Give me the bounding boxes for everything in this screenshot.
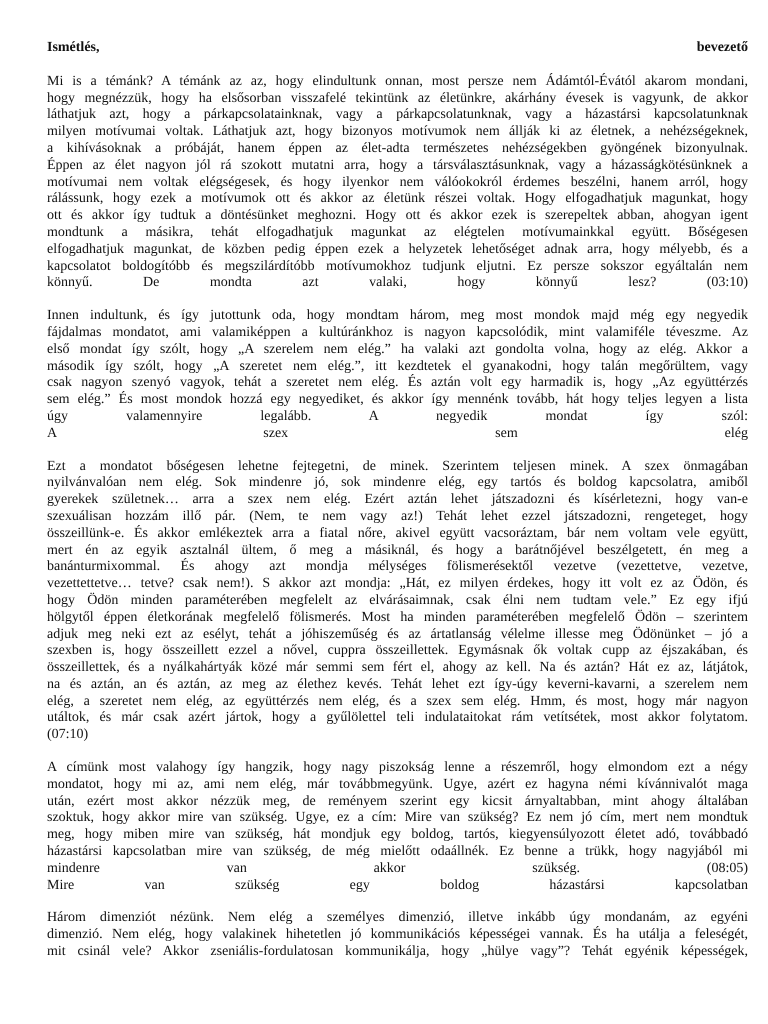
text-line: utáltok, és már csak azért jártok, hogy a gyűlölettel teli indulataitokat rám vetítsétek, most akkor folytatom. xyxy=(47,710,748,726)
text-line: hogy megnézzük, hogy ha elsősorban visszafelé tekintünk az életünkre, akárhány évesek is vagyunk, de akkor xyxy=(47,90,748,106)
text-line: rálássunk, hogy ezek a motívumok ott és akkor az életünk részei voltak. Hogy elfogadhatjuk magunkat, hogy xyxy=(47,191,748,207)
text-line: úgy valamennyire legalább. A negyedik mondat így szól: xyxy=(47,408,748,424)
text-line: Innen indultunk, és így jutottunk oda, hogy mondtam három, meg most mondok majd még egy negyedik xyxy=(47,308,748,324)
text-line: mert én az egyik asztalnál ültem, ő meg a másiknál, és hogy a barátnőjével beszélgetett, én meg a xyxy=(47,542,748,558)
text-line: fájdalmas mondatot, ami valamiképpen a kultúránkhoz is nagyon kapcsolódik, mint valamiféle téveszme. Az xyxy=(47,324,748,340)
paragraph xyxy=(47,910,748,960)
document-heading xyxy=(47,40,748,57)
text-line: házastársi kapcsolatban mire van szükség, de még mielőtt odaállnék. Ez benne a trükk, hogy nagyjából mi xyxy=(47,844,748,860)
text-line: után, ezért most akkor nézzük meg, de reményem szerint egy kicsit árnyaltabban, mint ahogy általában xyxy=(47,793,748,809)
text-line: Ezt a mondatot bőségesen lehetne fejtegetni, de minek. Szerintem teljesen minek. A szex önmagában xyxy=(47,458,748,474)
text-line: Mire van szükség egy boldog házastársi kapcsolatban xyxy=(47,877,748,893)
text-line: elég, a szeretet nem elég, az együttérzés nem elég, és a szex sem elég. Hmm, és most, hogy már nagyon xyxy=(47,693,748,709)
text-line: dimenzió. Nem elég, hogy valakinek hihetetlen jó kommunikációs képességei vannak. És ha utálja a feleségét, xyxy=(47,927,748,943)
text-line: Három dimenziót nézünk. Nem elég a személyes dimenzió, illetve inkább úgy mondanám, az egyéni xyxy=(47,910,748,926)
text-line: szexuálisan hozzám illő pár. (Nem, te nem vagy az!) Tehát lehet ezzel játszadozni, rengeteget, hogy xyxy=(47,508,748,524)
text-line: hölgytől éppen életkorának megfelelő fölismerés. Most ha minden paraméterében megfelelő Ödön – szerintem xyxy=(47,609,748,625)
text-line: mit csinál vele? Akkor zseniális-fordulatosan kommunikálja, hogy „hülye vagy”? Tehát egyénik képességek, xyxy=(47,944,748,960)
text-line: csak nagyon szenyó vagyok, tehát a szeretet nem elég. És aztán volt egy harmadik is, hogy „Az együttérzés xyxy=(47,375,748,391)
paragraph xyxy=(47,459,748,745)
text-line: második így szólt, hogy „A szeretet nem elég.”, itt kezdtetek el gyanakodni, hogy talán megőrültem, vagy xyxy=(47,358,748,374)
text-line: összeillettek, és a nyálkahártyák közé már semmi sem fért el, ahogy az kell. Na és aztán? Hát ez az, látjátok, xyxy=(47,660,748,676)
text-line: adjuk meg neki ezt az esélyt, tehát a jóhiszeműség és az ártatlanság vélelme illesse meg Ödönünket – jó a xyxy=(47,626,748,642)
text-line: A címünk most valahogy így hangzik, hogy nagy piszokság lenne a részemről, hogy elmondom ezt a négy xyxy=(47,760,748,776)
text-line: kapcsolatot boldogítóbb és megszilárdítóbb motívumokhoz tudjunk eljutni. Ez persze sokszor egyáltalán nem xyxy=(47,258,748,274)
paragraph xyxy=(47,308,748,442)
text-line: szoktuk, hogy akkor mire van szükség. Ugye, ez a cím: Mire van szükség? Ez nem jó cím, mert nem mondtuk xyxy=(47,810,748,826)
text-line: na és aztán, an és aztán, az meg az élethez kevés. Tehát lehet ezt így-úgy keverni-kavarni, a szerelem nem xyxy=(47,676,748,692)
text-line: milyen motívumai voltak. Láthatjuk azt, hogy bizonyos motívumok nem állják ki az életnek, a nehézségeknek, xyxy=(47,124,748,140)
heading-right: bevezető xyxy=(696,40,748,55)
text-line: mindenre van akkor szükség. (08:05) xyxy=(47,860,748,876)
document-body xyxy=(47,74,748,961)
text-line: A szex sem elég xyxy=(47,425,748,441)
text-line: nyilvánvalóan nem elég. Sok mindenre jó, sok mindenre elég, egy tartós és boldog kapcsolatra, amiből xyxy=(47,475,748,491)
text-line: könnyű. De mondta azt valaki, hogy könnyű lesz? (03:10) xyxy=(47,275,748,291)
text-line: vezettettetve… tetve? csak nem!). S akkor azt mondja: „Hát, ez milyen érdekes, hogy itt volt ez az Ödön, és xyxy=(47,576,748,592)
text-line: ott és akkor így tudtuk a döntésünket meghozni. Hogy ott és akkor ezek is szerepeltek abban, ahogyan igent xyxy=(47,208,748,224)
text-line: elfogadhatjuk magunkat, de közben pedig éppen ezek a helyzetek lehetőséget adnak arra, hogy mélyebb, és a xyxy=(47,241,748,257)
text-line: motívumai nem voltak elégségesek, és hogy ilyenkor nem válóokokról érdemes beszélni, hanem arról, hogy xyxy=(47,174,748,190)
text-line: hogy Ödön minden paraméterében megfelelt az elvárásaimnak, csak élni nem tudtam vele.” Ez egy ifjú xyxy=(47,592,748,608)
text-line: összeillünk-e. És akkor emlékeztek arra a fiatal nőre, akivel együtt vacsoráztam, bár nem voltam vele együtt, xyxy=(47,525,748,541)
text-line: mondatot, hogy mi az, ami nem elég, már továbbmegyünk. Ugye, azért ez hagyna némi kívánnivalót maga xyxy=(47,776,748,792)
text-line: sem elég.” És most mondok hozzá egy negyediket, és akkor így mennénk tovább, hát hogy teljes legyen a lista xyxy=(47,392,748,408)
text-line: első mondat így szólt, hogy „A szerelem nem elég.” ha valaki azt gondolta volna, hogy az elég. Akkor a xyxy=(47,341,748,357)
text-line: meg, hogy miben mire van szükség, hát mondjuk egy boldog, tartós, kiegyensúlyozott életet adó, továbbadó xyxy=(47,827,748,843)
text-line: a kihívásoknak a próbáját, hanem éppen az élet-adta természetes nehézségekben gyöngének bizonyulnak. xyxy=(47,140,748,156)
text-line: gyerekek születnek… arra a szex nem elég. Ezért aztán lehet játszadozni és kísérletezni, hogy van-e xyxy=(47,492,748,508)
text-line: Mi is a témánk? A témánk az az, hogy elindultunk onnan, most persze nem Ádámtól-Évától akarom mondani, xyxy=(47,73,748,89)
text-line: banánturmixommal. És ahogy azt mondja mélységes fölismerésektől vezetve (vezettetve, vezetve, xyxy=(47,559,748,575)
paragraph xyxy=(47,74,748,292)
text-line: mondtunk a másikra, tehát elfogadhatjuk magunkat az elégtelen motívumainkkal együtt. Bőségesen xyxy=(47,224,748,240)
text-line: Éppen az élet nagyon jól rá szokott mutatni arra, hogy a társválasztásunknak, vagy a házasságkötésünknek a xyxy=(47,157,748,173)
text-line: (07:10) xyxy=(47,727,89,743)
text-line: láthatjuk azt, hogy a párkapcsolatainknak, vagy a párkapcsolatunknak, vagy a házastársi kapcsolatunknak xyxy=(47,107,748,123)
paragraph xyxy=(47,760,748,894)
text-line: szexben is, hogy összeillett ezzel a nővel, cuppra összeillettek. Egymásnak ők voltak cupp az éjszakában, és xyxy=(47,643,748,659)
heading-left: Ismétlés, xyxy=(47,40,100,55)
